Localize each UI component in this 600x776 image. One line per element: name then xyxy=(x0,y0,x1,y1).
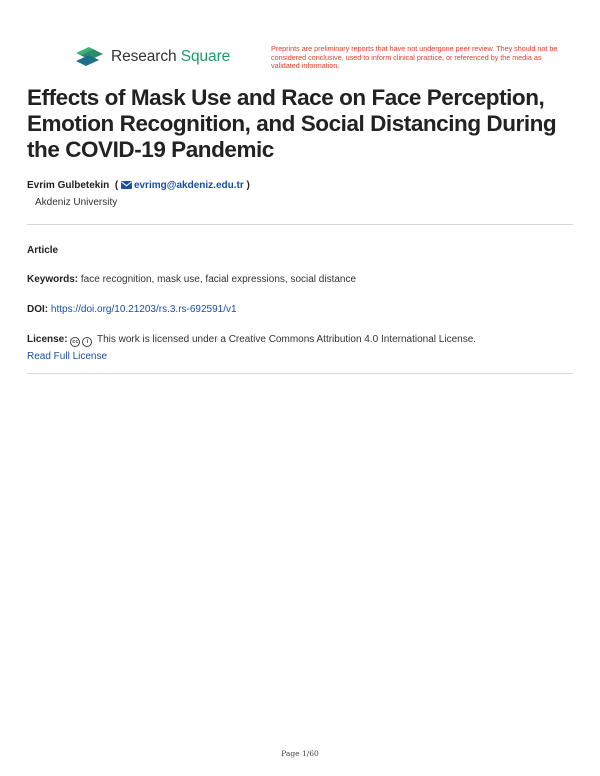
author-close-paren: ) xyxy=(246,180,250,191)
keywords-label: Keywords: xyxy=(27,274,79,285)
read-full-license-link[interactable]: Read Full License xyxy=(27,351,108,362)
doi-label: DOI: xyxy=(27,304,49,315)
page-number: Page 1/60 xyxy=(281,749,319,758)
license-text: This work is licensed under a Creative Commons Attribution 4.0 International License. xyxy=(96,334,477,345)
creative-commons-icon: cc xyxy=(72,339,79,345)
license-label: License: xyxy=(27,334,68,345)
license-line xyxy=(27,334,476,347)
envelope-icon xyxy=(121,181,132,189)
author-email-link[interactable]: evrimg@akdeniz.edu.tr xyxy=(133,180,244,191)
author-line xyxy=(27,180,250,191)
author-affiliation: Akdeniz University xyxy=(35,197,118,208)
attribution-icon: i xyxy=(82,337,92,347)
doi-line xyxy=(27,304,237,315)
research-square-logo[interactable] xyxy=(76,47,230,67)
keywords-line xyxy=(27,274,356,285)
paper-title: Effects of Mask Use and Race on Face Perception, Emotion Recognition, and Social Distancing During the COVID-19 Pandemic xyxy=(27,85,557,162)
doi-link[interactable]: https://doi.org/10.21203/rs.3.rs-692591/v1 xyxy=(50,304,237,315)
article-type: Article xyxy=(27,245,59,256)
keywords-value: face recognition, mask use, facial expressions, social distance xyxy=(80,274,357,285)
preprint-disclaimer: Preprints are preliminary reports that have not undergone peer review. They should not be considered conclusive, used to inform clinical practice, or referenced by the media as validated information. xyxy=(271,44,558,71)
divider xyxy=(27,224,573,225)
logo-wordmark: Research Square xyxy=(111,48,231,65)
author-open-paren: ( xyxy=(114,180,119,191)
divider xyxy=(27,373,573,374)
research-square-logo-icon xyxy=(76,47,103,67)
author-name: Evrim Gulbetekin xyxy=(27,180,110,191)
